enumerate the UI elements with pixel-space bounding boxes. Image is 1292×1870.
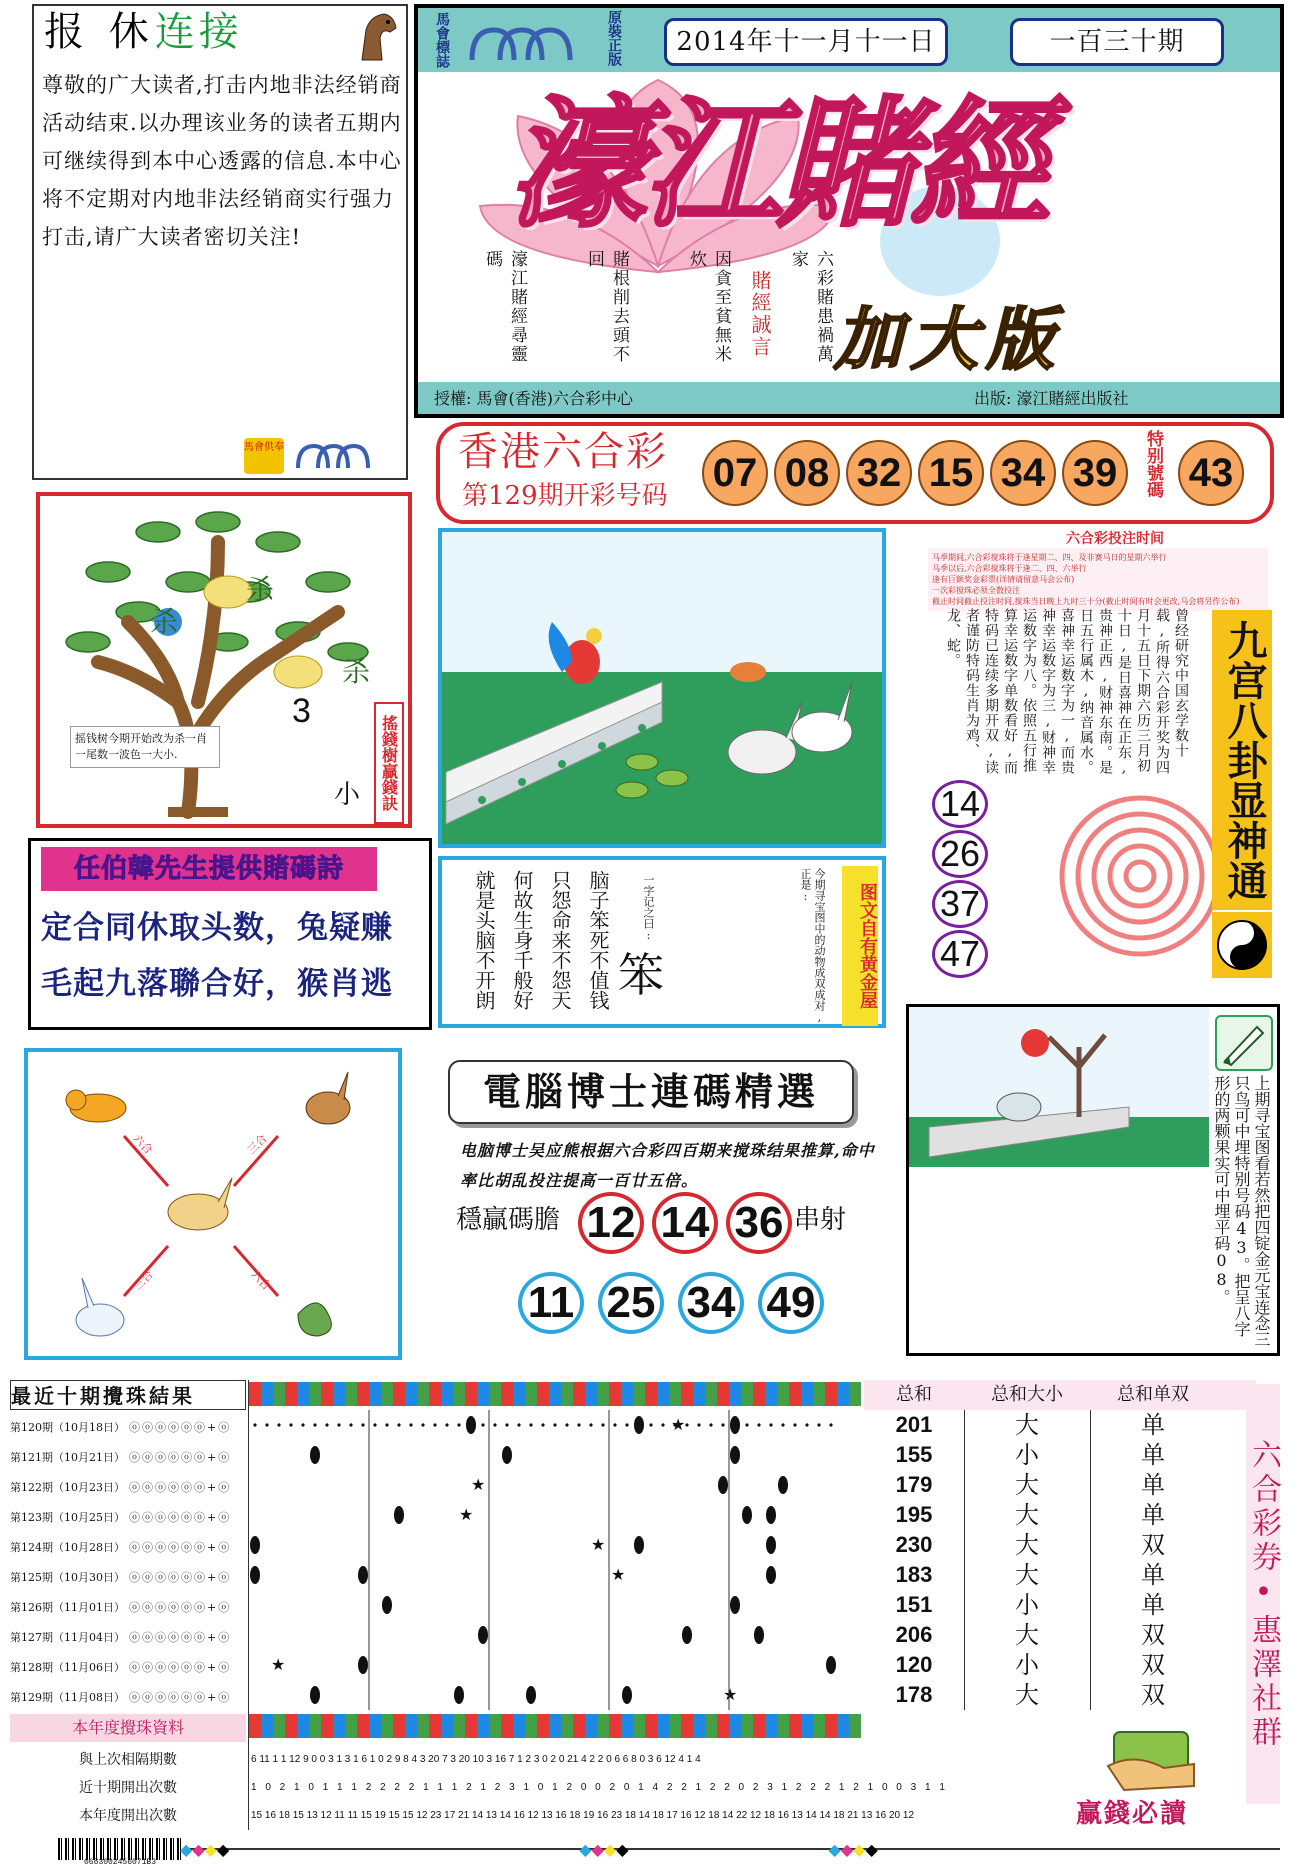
riddle-col: 何故生身千般好	[510, 870, 534, 1010]
money-hand-icon	[1104, 1722, 1204, 1794]
poem-line: 定合同休取头数，兔疑赚	[41, 910, 393, 946]
bottom-label: 赢錢必讀	[1076, 1799, 1189, 1829]
color-diamonds: ◆◆◆◆ ◆◆◆◆ ◆◆◆◆	[180, 1840, 878, 1859]
lottery-period: 第129期开彩号码	[462, 481, 668, 511]
jiugong-note: 马季期间,六合彩搅珠将于逢星期二、四、及非赛马日的星期六举行	[932, 553, 1167, 562]
riddle-cols	[472, 870, 610, 1020]
notice-title-a: 报 休	[44, 9, 155, 55]
doctor-ball: 14	[652, 1192, 718, 1254]
motto: 賭經誠言	[748, 270, 772, 358]
sum-row: 201 大 单	[895, 1411, 1165, 1439]
notice-body: 尊敬的广大读者,打击内地非法经销商活动结束.以办理该业务的读者五期内可继续得到本中心透露的信息.本中心将不定期对内地非法经销商实行强力打击,请广大读者密切关注!	[42, 73, 402, 249]
sum-row: 183 大 单	[895, 1561, 1165, 1589]
doctor-ball: 49	[758, 1272, 824, 1334]
jiugong-note: 逢有巨额奖金彩票(详情请留意马会公布)	[932, 575, 1075, 584]
riddle-note: 今期寻宝图中的动物成双成对,正是:	[799, 868, 826, 1024]
lottery-name: 香港六合彩	[458, 429, 668, 475]
stat-label: 與上次相隔期數	[79, 1752, 177, 1768]
stat-label: 本年度開出次數	[79, 1808, 177, 1824]
doctor-ball: 11	[518, 1272, 584, 1334]
doctor-ball: 12	[578, 1192, 644, 1254]
squirrel-scene-icon	[909, 1007, 1209, 1167]
lottery-ball: 39	[1062, 440, 1128, 506]
period-row: 第128期（11月06日） ⓞⓞⓞⓞⓞⓞ+ⓞ	[10, 1661, 232, 1674]
rooster-rabbit-scene-icon	[442, 532, 882, 844]
jiugong-ball: 26	[932, 830, 988, 878]
riddle-col: 只怨命来不怨天	[548, 870, 572, 1010]
lottery-ball: 34	[990, 440, 1056, 506]
jiugong-note: 截止时间截止投注时间,搅珠当日晚上九时三十分(截止时间有时会更改,马会将另作公布)	[932, 597, 1240, 606]
sum-row: 178 大 双	[895, 1681, 1165, 1709]
side-text: 六合彩券•惠澤社群	[1246, 1384, 1280, 1804]
lottery-ball: 32	[846, 440, 912, 506]
poem-title: 任伯韓先生提供賭碼詩	[41, 847, 377, 891]
sum-row: 206 大 双	[895, 1621, 1165, 1649]
period-row: 第124期（10月28日） ⓞⓞⓞⓞⓞⓞ+ⓞ	[10, 1541, 232, 1554]
doctor-left-label: 穩贏碼膽	[456, 1205, 561, 1235]
svg-text:★: ★	[611, 1565, 626, 1584]
issue-box: 一百三十期	[1010, 18, 1224, 66]
period-row: 第120期（10月18日） ⓞⓞⓞⓞⓞⓞ+ⓞ	[10, 1421, 232, 1434]
jiugong-body: 曾经研究中国玄学数十载,所得六合彩开奖为四月十五日下期六历三月初十日,是日喜神在正东,贵神正西,财神东南。是日五行属木,纳音属水。喜神幸运数字为一,而贵神幸运数字为三,财神幸运数字为八。依照五行推算幸运数字单数看好,而特码已连续多期开双,读者谨防特码生肖为鸡、龙、蛇。	[945, 608, 1189, 777]
date-box: 2014年十一月十一日	[664, 18, 948, 66]
tree-word: 杀	[342, 655, 371, 688]
footer-strip	[0, 1836, 1292, 1870]
poem-col: 因貪至貧無米炊	[686, 250, 731, 364]
year-label: 本年度攪珠資料	[10, 1714, 246, 1742]
header-size: 总和大小	[991, 1384, 1063, 1405]
header-oe: 总和单双	[1117, 1384, 1189, 1405]
poem-line: 毛起九落聯合好，猴肖逃	[41, 966, 393, 1002]
tree-small: 小	[334, 780, 361, 810]
dot-grid	[249, 1410, 861, 1710]
notice-stamp: 馬會供奉	[244, 438, 284, 474]
lottery-ball: 15	[918, 440, 984, 506]
tree-icon	[48, 502, 378, 820]
sum-rows	[864, 1410, 1256, 1710]
zodiac-animals-icon	[28, 1052, 398, 1356]
doctor-title: 電腦博士連碼精選	[448, 1060, 854, 1124]
jiugong-balls	[932, 780, 988, 978]
treasure-map-image	[438, 528, 886, 848]
jiugong-ball: 47	[932, 930, 988, 978]
zodiac-label: 三合	[130, 1267, 156, 1293]
sum-table	[864, 1380, 1256, 1710]
poem-col: 濠江賭經尋靈碼	[482, 250, 527, 364]
period-row: 第125期（10月30日） ⓞⓞⓞⓞⓞⓞ+ⓞ	[10, 1571, 232, 1584]
special-ball: 43	[1178, 440, 1244, 506]
doctor-desc: 电脑博士吴应熊根据六合彩四百期来搅珠结果推算,命中率比胡乱投注提高一百廿五倍。	[460, 1141, 875, 1190]
masthead-side-left: 馬會標誌	[434, 12, 450, 68]
sum-row: 179 大 单	[895, 1471, 1165, 1499]
tree-word: 杀	[150, 605, 179, 638]
riddle-col: 就是头脑不开朗	[472, 870, 496, 1010]
tree-note: 摇钱树今期开始改为杀一肖一尾数一波色一大小.	[70, 726, 220, 768]
jiugong-note: 一次彩搅珠必须全数投注	[932, 586, 1020, 595]
period-row: 第123期（10月25日） ⓞⓞⓞⓞⓞⓞ+ⓞ	[10, 1511, 232, 1524]
svg-text:★: ★	[271, 1655, 286, 1674]
sum-row: 195 大 单	[895, 1501, 1165, 1529]
doctor-ball: 36	[726, 1192, 792, 1254]
doctor-ball: 34	[678, 1272, 744, 1334]
masthead-subtitle: 加大版	[834, 300, 1063, 380]
ball-header-row	[249, 1714, 861, 1738]
riddle-box	[438, 856, 886, 1028]
sum-header	[864, 1380, 1256, 1410]
period-row: 第126期（11月01日） ⓞⓞⓞⓞⓞⓞ+ⓞ	[10, 1601, 232, 1614]
special-label: 特别號碼	[1143, 430, 1163, 498]
tree-label: 搖錢樹贏錢訣	[374, 702, 404, 824]
tree-word: 杀	[246, 573, 275, 606]
svg-text:★: ★	[723, 1685, 738, 1704]
riddle-word-label: 一字记之曰:	[642, 874, 655, 942]
jiugong-panel	[920, 526, 1278, 998]
doctor-row2	[518, 1272, 824, 1334]
publisher: 出版: 濠江賭經出版社	[974, 389, 1129, 408]
lottery-ball: 07	[702, 440, 768, 506]
treasure-box	[906, 1004, 1280, 1356]
money-tree-box	[36, 492, 412, 828]
bagua-icon	[1212, 912, 1272, 978]
doctor-ball: 25	[598, 1272, 664, 1334]
notice-title-b: 连接	[154, 9, 243, 55]
masthead-side-right: 原裝正版	[606, 10, 622, 66]
stat-row: 15 16 18 15 13 12 11 11 15 19 15 15 12 23 17 21 14 13 14 16 12 13 16 18 19 16 23 18 14 18 17 16 12 18 14 22 12 18 16 13 14 14 18 21 13 16 20 12	[251, 1810, 915, 1821]
poem-col: 賭根削去頭不回	[584, 250, 629, 364]
notice-box	[32, 4, 408, 480]
results-panel	[6, 1380, 1282, 1830]
horseshoe-logo-icon	[294, 442, 374, 472]
riddle-word: 笨	[618, 948, 664, 1002]
masthead	[414, 4, 1284, 418]
results-period-list	[10, 1412, 246, 1712]
hand-writing-icon	[1215, 1015, 1273, 1071]
period-row: 第129期（11月08日） ⓞⓞⓞⓞⓞⓞ+ⓞ	[10, 1691, 232, 1704]
sum-row: 155 小 单	[895, 1441, 1165, 1469]
poem-columns	[480, 250, 836, 382]
treasure-text: 上期寻宝图看若然把四锭金元宝连念三只鸟可中埋特别号码43。把呈八字形的两颗果实可中埋平码08。	[1212, 1075, 1271, 1347]
svg-text:★: ★	[471, 1475, 486, 1494]
sum-row: 151 小 单	[895, 1591, 1165, 1619]
results-title: 最近十期攪珠結果	[10, 1380, 246, 1410]
poem-box	[28, 838, 432, 1030]
lottery-panel	[436, 422, 1274, 524]
svg-text:★: ★	[591, 1535, 606, 1554]
license: 授權: 馬會(香港)六合彩中心	[434, 389, 633, 408]
zodiac-diagram	[24, 1048, 402, 1360]
masthead-title: 濠江賭經	[508, 83, 1045, 247]
stat-label: 近十期開出次數	[79, 1780, 177, 1796]
horse-icon	[352, 10, 402, 62]
zodiac-label: 六合	[248, 1267, 274, 1293]
lottery-ball: 08	[774, 440, 840, 506]
tree-number: 3	[292, 692, 311, 730]
doctor-mid	[578, 1192, 792, 1254]
svg-text:★: ★	[459, 1505, 474, 1524]
jiugong-ball: 37	[932, 880, 988, 928]
lottery-numbers	[702, 440, 1128, 506]
header-sum: 总和	[896, 1384, 932, 1405]
riddle-label: 图文自有黄金屋	[842, 866, 878, 1026]
jiugong-ball: 14	[932, 780, 988, 828]
stat-row: 6 11 1 1 12 9 0 0 3 1 3 1 6 1 0 2 9 8 4 3 20 7 3 20 10 3 16 7 1 2 3 0 2 0 21 4 2 2 0 6 6 8 0 3 6 12 4 1 4	[251, 1754, 701, 1765]
zodiac-label: 三合	[244, 1131, 270, 1157]
jiugong-note: 马季以后,六合彩搅珠将于逢二、四、六举行	[932, 564, 1087, 573]
period-row: 第122期（10月23日） ⓞⓞⓞⓞⓞⓞ+ⓞ	[10, 1481, 232, 1494]
doctor-right-label: 串射	[794, 1205, 847, 1235]
riddle-col: 脑子笨死不值钱	[586, 870, 610, 1010]
barcode-number: 0683002456071B3	[83, 1858, 156, 1867]
horseshoe-logo-icon	[466, 24, 586, 64]
notice-title	[44, 8, 243, 56]
jiugong-notes	[928, 548, 1268, 611]
period-row: 第121期（10月21日） ⓞⓞⓞⓞⓞⓞ+ⓞ	[10, 1451, 232, 1464]
jiugong-title: 九宫八卦显神通	[1212, 610, 1272, 910]
svg-text:★: ★	[671, 1415, 686, 1434]
zodiac-label: 六合	[130, 1131, 156, 1157]
barcode-icon	[58, 1838, 182, 1860]
sum-row: 230 大 双	[895, 1531, 1165, 1559]
spiral-deco-icon	[1040, 766, 1230, 986]
poem-col: 六彩賭患禍萬家	[788, 250, 833, 364]
period-row: 第127期（11月04日） ⓞⓞⓞⓞⓞⓞ+ⓞ	[10, 1631, 232, 1644]
stat-row: 1 0 2 1 0 1 1 1 2 2 2 2 1 1 1 2 1 2 3 1 0 1 2 0 0 2 0 1 4 2 2 1 2 2 0 2 3 1 2 2 2 1 2 1 0 0 3 1 1	[251, 1782, 948, 1793]
sum-row: 120 小 双	[895, 1651, 1165, 1679]
ball-header-row	[249, 1382, 861, 1406]
jiugong-header: 六合彩投注时间	[1066, 531, 1164, 547]
doctor-panel	[434, 1048, 898, 1360]
